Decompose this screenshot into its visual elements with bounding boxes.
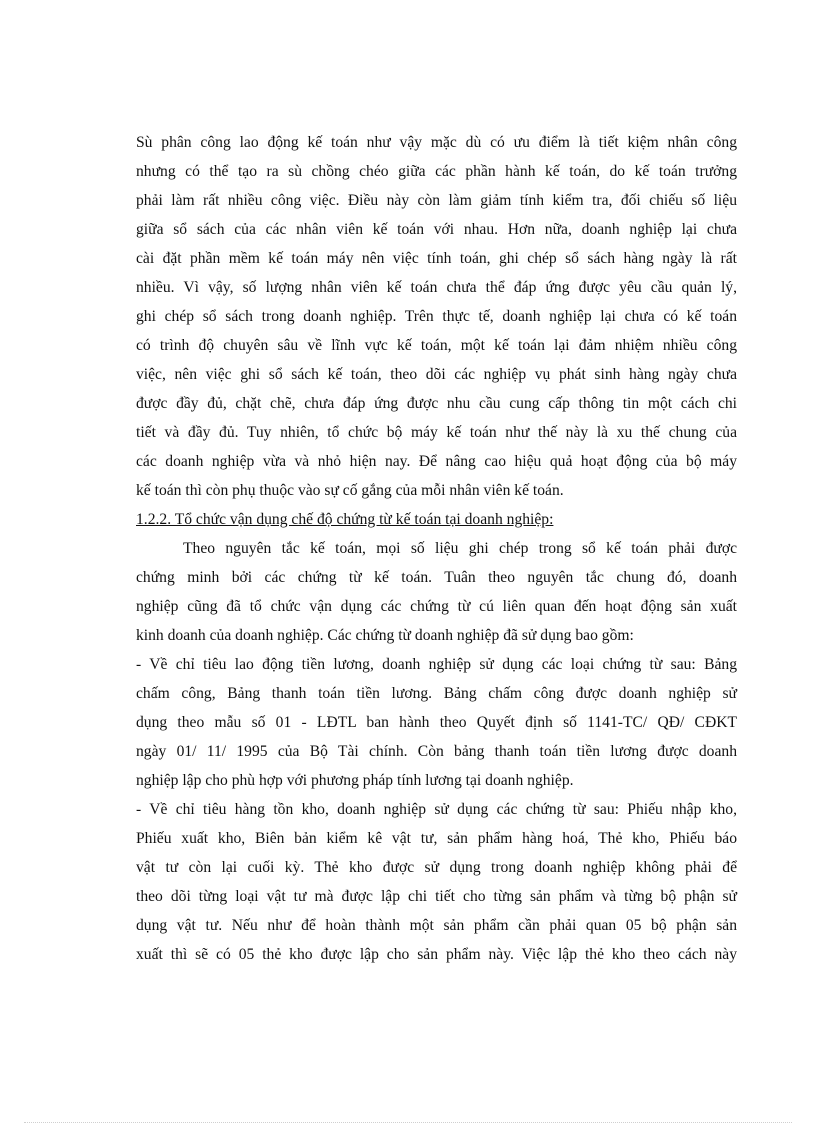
- text-line: kế toán thì còn phụ thuộc vào sự cố gắng của mỗi nhân viên kế toán.: [136, 482, 564, 499]
- text-line: xuất thì sẽ có 05 thẻ kho được lập cho sản phẩm này. Việc lập thẻ kho theo cách này: [136, 946, 737, 963]
- text-line: chứng minh bởi các chứng từ kế toán. Tuân theo nguyên tắc chung đó, doanh: [136, 569, 737, 586]
- text-line: nhiều. Vì vậy, số lượng nhân viên kế toán chưa thể đáp ứng được yêu cầu quản lý,: [136, 279, 737, 296]
- text-line: có trình độ chuyên sâu về lĩnh vực kế toán, một kế toán lại đảm nhiệm nhiều công: [136, 337, 737, 354]
- text-line: ngày 01/ 11/ 1995 của Bộ Tài chính. Còn bảng thanh toán tiền lương được doanh: [136, 743, 737, 760]
- text-line: - Về chỉ tiêu lao động tiền lương, doanh nghiệp sử dụng các loại chứng từ sau: Bảng: [136, 656, 737, 673]
- text-line: việc, nên việc ghi sổ sách kế toán, theo dõi các nghiệp vụ phát sinh hàng ngày chưa: [136, 366, 737, 383]
- text-line: nhưng có thể tạo ra sù chồng chéo giữa các phần hành kế toán, do kế toán trưởng: [136, 163, 737, 180]
- text-line: nghiệp lập cho phù hợp với phương pháp tính lương tại doanh nghiệp.: [136, 772, 574, 789]
- text-line: tiết và đầy đủ. Tuy nhiên, tổ chức bộ máy kế toán như thế này là xu thế chung của: [136, 424, 737, 441]
- section-heading: 1.2.2. Tổ chức vận dụng chế độ chứng từ kế toán tại doanh nghiệp:: [136, 511, 554, 528]
- text-line: chấm công, Bảng thanh toán tiền lương. Bảng chấm công được doanh nghiệp sử: [136, 685, 737, 702]
- text-line: - Về chỉ tiêu hàng tồn kho, doanh nghiệp sử dụng các chứng từ sau: Phiếu nhập kho,: [136, 801, 737, 818]
- text-line: dụng vật tư. Nếu như để hoàn thành một sản phẩm cần phải quan 05 bộ phận sản: [136, 917, 737, 934]
- text-line: phải làm rất nhiều công việc. Điều này còn làm giảm tính kiểm tra, đối chiếu số liệu: [136, 192, 737, 209]
- text-line: được đầy đủ, chặt chẽ, chưa đáp ứng được nhu cầu cung cấp thông tin một cách chi: [136, 395, 737, 412]
- text-line: giữa sổ sách của các nhân viên kế toán với nhau. Hơn nữa, doanh nghiệp lại chưa: [136, 221, 737, 238]
- text-line: kinh doanh của doanh nghiệp. Các chứng từ doanh nghiệp đã sử dụng bao gồm:: [136, 627, 634, 644]
- text-line: vật tư còn lại cuối kỳ. Thẻ kho được sử dụng trong doanh nghiệp không phải để: [136, 859, 737, 876]
- text-line: cài đặt phần mềm kế toán máy nên việc tính toán, ghi chép sổ sách hàng ngày là rất: [136, 250, 737, 267]
- text-line: dụng theo mẫu số 01 - LĐTL ban hành theo Quyết định số 1141-TC/ QĐ/ CĐKT: [136, 714, 737, 731]
- text-line: ghi chép sổ sách trong doanh nghiệp. Trên thực tế, doanh nghiệp lại chưa có kế toán: [136, 308, 737, 325]
- text-line: Phiếu xuất kho, Biên bản kiểm kê vật tư, sản phẩm hàng hoá, Thẻ kho, Phiếu báo: [136, 830, 737, 847]
- text-line: nghiệp cũng đã tổ chức vận dụng các chứng từ cú liên quan đến hoạt động sản xuất: [136, 598, 737, 615]
- text-line: các doanh nghiệp vừa và nhỏ hiện nay. Để nâng cao hiệu quả hoạt động của bộ máy: [136, 453, 737, 470]
- text-line: theo dõi từng loại vật tư mà được lập chi tiết cho từng sản phẩm và từng bộ phận sử: [136, 888, 737, 905]
- text-line: Theo nguyên tắc kế toán, mọi số liệu ghi chép trong sổ kế toán phải được: [183, 540, 737, 557]
- text-line: Sù phân công lao động kế toán như vậy mặc dù có ưu điểm là tiết kiệm nhân công: [136, 134, 737, 151]
